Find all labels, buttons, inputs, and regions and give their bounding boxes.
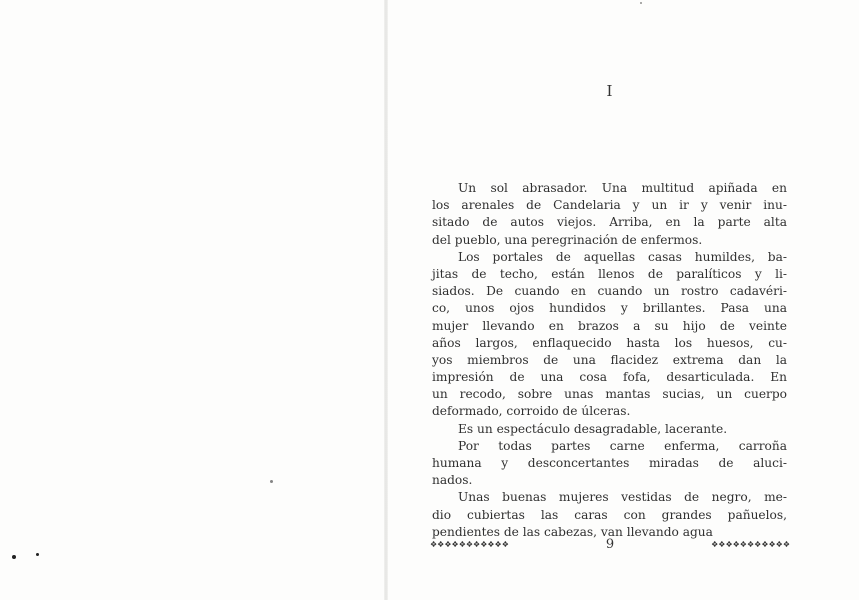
book-gutter [384,0,388,600]
ornament-left: ❖❖❖❖❖❖❖❖❖❖❖ [430,539,509,549]
text-line: Los portales de aquellas casas humildes, ba- [458,249,787,264]
text-line: co, unos ojos hundidos y brillantes. Pasa una [432,301,787,316]
text-line: años largos, enflaquecido hasta los huesos, cu- [432,335,787,350]
text-line: jitas de techo, están llenos de paralíticos y li- [432,266,787,281]
ink-speck [270,480,273,483]
text-line: impresión de una cosa fofa, desarticulada. En [432,370,787,385]
text-line: los arenales de Candelaria y un ir y venir inu- [432,198,787,213]
text-line: siados. De cuando en cuando un rostro cadavéri- [432,284,787,299]
text-line: Por todas partes carne enferma, carroña [458,438,787,453]
text-line: deformado, corroido de úlceras. [432,404,631,419]
text-line: Unas buenas mujeres vestidas de negro, me- [458,490,787,505]
page-number: 9 [605,536,615,552]
text-line: pendientes de las cabezas, van llevando agua [432,524,713,539]
ink-speck [36,553,39,556]
text-line: humana y desconcertantes miradas de aluci- [432,456,787,470]
text-line: un recodo, sobre unas mantas sucias, un cuerpo [432,387,787,402]
text-line: Es un espectáculo desagradable, lacerante. [458,421,728,436]
text-line: nados. [432,473,473,488]
text-line: mujer llevando en brazos a su hijo de veinte [432,318,787,333]
page-footer [430,534,790,554]
chapter-number: I [606,82,614,100]
text-line: yos miembros de una flacidez extrema dan la [432,352,787,367]
ornament-right: ❖❖❖❖❖❖❖❖❖❖❖ [711,539,790,549]
text-line: del pueblo, una peregrinación de enfermos. [432,232,703,247]
text-line: Un sol abrasador. Una multitud apiñada en [458,181,787,195]
ink-speck [12,555,16,559]
right-page [430,0,790,600]
text-line: dio cubiertas las caras con grandes pañuelos, [432,507,787,522]
text-line: sitado de autos viejos. Arriba, en la parte alta [432,215,787,230]
body-text [432,180,787,541]
